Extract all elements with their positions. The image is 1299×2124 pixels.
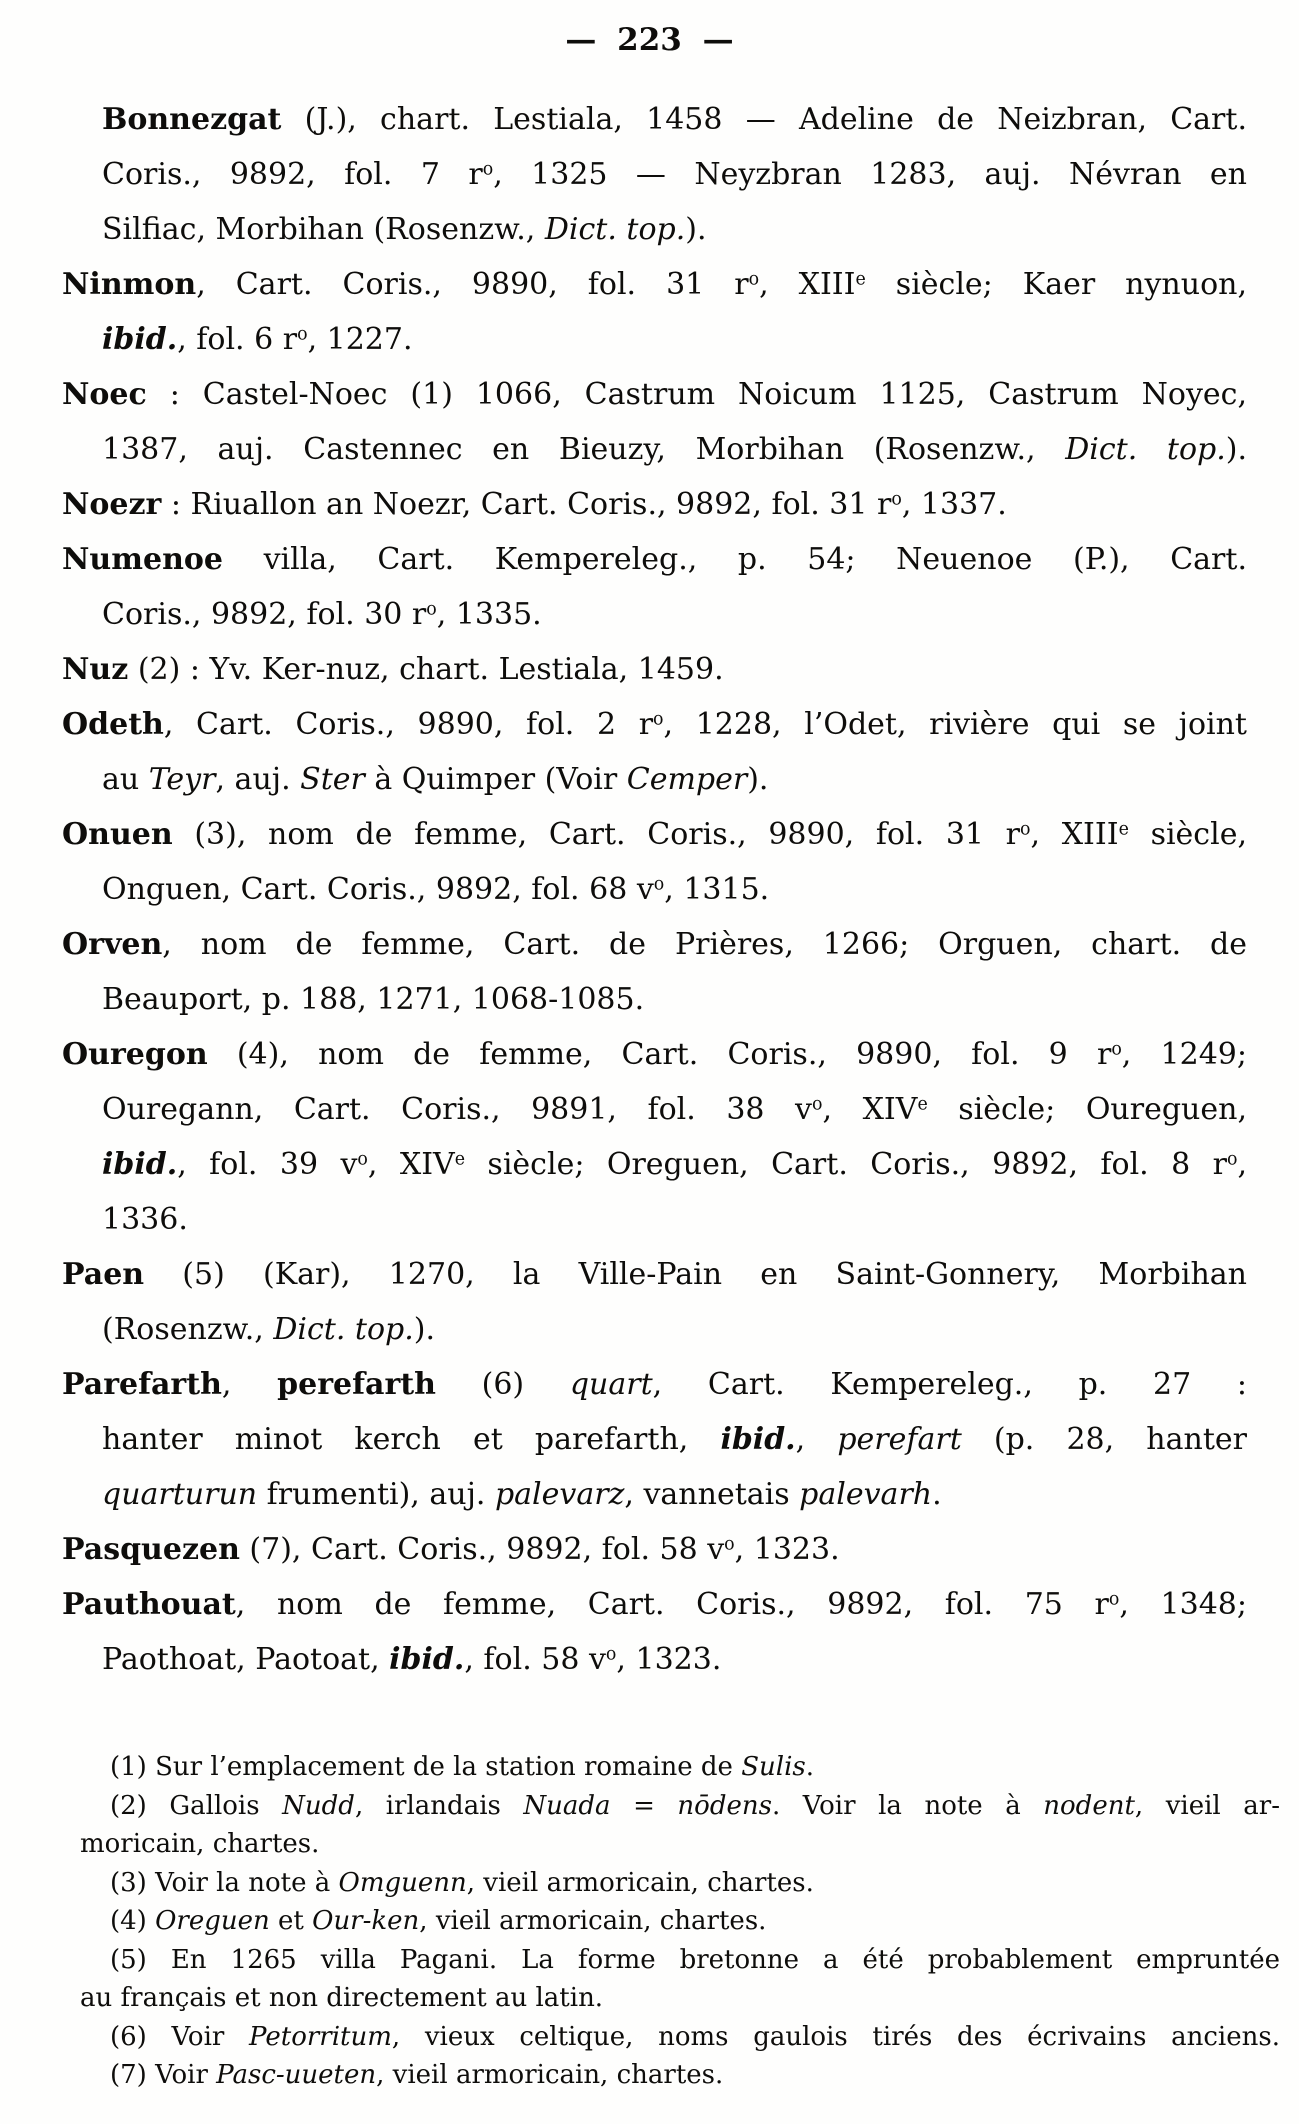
text-segment: , 1323. xyxy=(734,1532,840,1567)
headword: Ouregon xyxy=(62,1037,208,1072)
headword: Bonnezgat xyxy=(102,102,282,137)
text-segment: o xyxy=(748,269,760,290)
headword: Odeth xyxy=(62,707,164,742)
text-segment: e xyxy=(454,1149,466,1170)
footnote-line xyxy=(80,1864,1280,1903)
text-segment: Nuada xyxy=(523,1790,611,1821)
entry-line xyxy=(62,367,1247,422)
text-segment: palevarz xyxy=(494,1477,625,1512)
text-segment: , XIII xyxy=(759,267,856,302)
text-segment: Nudd xyxy=(282,1790,355,1821)
text-segment: o xyxy=(1020,819,1031,840)
entry-line xyxy=(62,587,1247,642)
text-segment: e xyxy=(917,1094,928,1115)
text-segment: hanter minot kerch et parefarth, xyxy=(102,1422,721,1457)
entry-line xyxy=(62,642,1247,697)
text-segment: , vieil armoricain, chartes. xyxy=(419,1906,767,1936)
headword: Numenoe xyxy=(62,542,223,577)
entry-line xyxy=(62,1247,1247,1302)
text-segment: Sulis xyxy=(741,1752,806,1782)
text-segment: e xyxy=(855,269,866,290)
footnote-line xyxy=(80,2056,1280,2095)
text-segment: (6) xyxy=(435,1367,570,1402)
text-segment: (3) Voir la note à xyxy=(110,1867,339,1898)
text-segment: , 1323. xyxy=(616,1642,722,1677)
text-segment: , 1335. xyxy=(436,597,542,632)
entry-line xyxy=(62,1027,1247,1082)
text-segment: au français et non directement au latin. xyxy=(80,1983,604,2013)
text-segment: Teyr xyxy=(148,762,216,797)
footnotes-block xyxy=(80,1748,1280,2095)
entry-line xyxy=(62,697,1247,752)
dictionary-entries xyxy=(62,92,1247,1687)
text-segment: siècle, xyxy=(1128,817,1247,852)
text-segment: , irlandais xyxy=(354,1790,524,1821)
text-segment: nodent xyxy=(1043,1790,1135,1821)
text-segment: (2) Gallois xyxy=(110,1790,283,1821)
text-segment: 1387, auj. Castennec en Bieuzy, Morbihan (Rosenzw., xyxy=(102,432,1066,467)
text-segment: (7) Voir xyxy=(110,2060,217,2090)
text-segment: o xyxy=(812,1094,823,1115)
text-segment: (J.), chart. Lestiala, 1458 — Adeline de Neizbran, Cart. xyxy=(281,102,1247,137)
text-segment: Ster xyxy=(300,762,365,797)
text-segment: : Castel-Noec (1) 1066, Castrum Noicum 1125, Castrum Noyec, xyxy=(146,377,1247,412)
footnote-line xyxy=(80,1748,1280,1787)
text-segment: ibid. xyxy=(102,1147,178,1182)
text-segment: o xyxy=(1226,1149,1238,1170)
entry-line xyxy=(62,807,1247,862)
entry-line xyxy=(62,1082,1247,1137)
text-segment: villa, Cart. Kempereleg., p. 54; Neuenoe (P.), Cart. xyxy=(222,542,1247,577)
text-segment: (4) xyxy=(110,1906,156,1936)
text-segment: (7), Cart. Coris., 9892, fol. 58 v xyxy=(239,1532,725,1567)
text-segment: , vannetais xyxy=(624,1477,800,1512)
footnote-line xyxy=(80,1979,1280,2018)
entry-line xyxy=(62,202,1247,257)
text-segment: (6) Voir xyxy=(110,2021,250,2052)
text-segment: ibid. xyxy=(720,1422,796,1457)
headword: perefarth xyxy=(277,1367,436,1402)
entry-line xyxy=(62,1357,1247,1412)
footnote-line xyxy=(80,1825,1280,1864)
entry-line xyxy=(62,1522,1247,1577)
text-segment: (5) En 1265 villa Pagani. La forme bretonne a été probablement empruntée xyxy=(110,1944,1280,1975)
text-segment: o xyxy=(891,489,902,510)
text-segment: , vieil ar- xyxy=(1134,1790,1280,1821)
text-segment: Dict. top. xyxy=(1065,432,1226,467)
text-segment: Dict. top. xyxy=(544,212,686,247)
text-segment: , fol. 58 v xyxy=(464,1642,606,1677)
text-segment: , Cart. Coris., 9890, fol. 31 r xyxy=(196,267,749,302)
text-segment: frumenti), auj. xyxy=(257,1477,495,1512)
text-segment: ). xyxy=(685,212,707,247)
headword: Orven xyxy=(62,927,163,962)
entry-line xyxy=(62,1302,1247,1357)
entry-line xyxy=(62,257,1247,312)
entry-line xyxy=(62,1412,1247,1467)
text-segment: o xyxy=(1108,1589,1120,1610)
text-segment: , vieux celtique, noms gaulois tirés des écrivains anciens. xyxy=(391,2021,1280,2052)
text-segment: Coris., 9892, fol. 30 r xyxy=(102,597,427,632)
text-segment: Beauport, p. 188, 1271, 1068-1085. xyxy=(102,982,645,1017)
text-segment: , fol. 39 v xyxy=(177,1147,358,1182)
text-segment: , 1348; xyxy=(1119,1587,1247,1622)
text-segment: , 1249; xyxy=(1121,1037,1247,1072)
entry-line xyxy=(62,917,1247,972)
text-segment: ). xyxy=(747,762,769,797)
footnote-line xyxy=(80,2018,1280,2057)
text-segment: , xyxy=(221,1367,278,1402)
text-segment: à Quimper (Voir xyxy=(364,762,627,797)
text-segment: siècle; Kaer nynuon, xyxy=(865,267,1247,302)
text-segment: ibid. xyxy=(389,1642,465,1677)
text-segment: (4), nom de femme, Cart. Coris., 9890, fol. 9 r xyxy=(207,1037,1112,1072)
page-number: — 223 — xyxy=(565,22,734,58)
text-segment: Paothoat, Paotoat, xyxy=(102,1642,390,1677)
entry-line xyxy=(62,92,1247,147)
text-segment: siècle; Oureguen, xyxy=(927,1092,1247,1127)
text-segment: , 1227. xyxy=(307,322,413,357)
headword: Parefarth xyxy=(62,1367,222,1402)
text-segment: Petorritum xyxy=(249,2021,392,2052)
headword: Pasquezen xyxy=(62,1532,240,1567)
text-segment: et xyxy=(269,1906,313,1936)
entry-line xyxy=(62,532,1247,587)
headword: Ninmon xyxy=(62,267,197,302)
entry-line xyxy=(62,477,1247,532)
text-segment: Ouregann, Cart. Coris., 9891, fol. 38 v xyxy=(102,1092,813,1127)
entry-line xyxy=(62,1577,1247,1632)
text-segment: o xyxy=(1111,1039,1122,1060)
entry-line xyxy=(62,1137,1247,1192)
text-segment: , 1325 — Neyzbran 1283, auj. Névran en xyxy=(493,157,1248,192)
text-segment: , 1337. xyxy=(901,487,1007,522)
text-segment: , XIII xyxy=(1030,817,1119,852)
headword: Paen xyxy=(62,1257,145,1292)
text-segment: Omguenn xyxy=(338,1867,467,1898)
text-segment: o xyxy=(482,159,494,180)
text-segment: perefart xyxy=(837,1422,962,1457)
text-segment: : Riuallon an Noezr, Cart. Coris., 9892, fol. 31 r xyxy=(161,487,892,522)
text-segment: palevarh xyxy=(799,1477,933,1512)
text-segment: , nom de femme, Cart. de Prières, 1266; Orguen, chart. de xyxy=(162,927,1247,962)
text-segment: , 1315. xyxy=(664,872,770,907)
text-segment: o xyxy=(653,709,664,730)
text-segment: (3), nom de femme, Cart. Coris., 9890, fol. 31 r xyxy=(172,817,1021,852)
text-segment: (2) : Yv. Ker-nuz, chart. Lestiala, 1459. xyxy=(128,652,724,687)
text-segment: . xyxy=(932,1477,942,1512)
entry-line xyxy=(62,972,1247,1027)
text-segment: , nom de femme, Cart. Coris., 9892, fol. 75 r xyxy=(235,1587,1109,1622)
headword: Noec xyxy=(62,377,147,412)
headword: Nuz xyxy=(62,652,129,687)
footnote-line xyxy=(80,1787,1280,1826)
entry-line xyxy=(62,1192,1247,1247)
text-segment: , XIV xyxy=(822,1092,918,1127)
entry-line xyxy=(62,312,1247,367)
text-segment: Pasc-uueten xyxy=(216,2060,377,2090)
text-segment: , auj. xyxy=(215,762,301,797)
text-segment: (5) (Kar), 1270, la Ville-Pain en Saint-Gonnery, Morbihan xyxy=(144,1257,1247,1292)
headword: Noezr xyxy=(62,487,162,522)
text-segment: ibid. xyxy=(102,322,178,357)
entry-line xyxy=(62,752,1247,807)
text-segment: 1336. xyxy=(102,1202,188,1237)
text-segment: Dict. top. xyxy=(273,1312,414,1347)
text-segment: nōdens xyxy=(677,1790,772,1821)
text-segment: moricain, chartes. xyxy=(80,1829,320,1859)
text-segment: o xyxy=(724,1534,735,1555)
headword: Onuen xyxy=(62,817,173,852)
footnote-line xyxy=(80,1941,1280,1980)
text-segment: , vieil armoricain, chartes. xyxy=(466,1867,814,1898)
text-segment: o xyxy=(297,324,308,345)
text-segment: , xyxy=(795,1422,838,1457)
text-segment: . Voir la note à xyxy=(771,1790,1044,1821)
text-segment: Onguen, Cart. Coris., 9892, fol. 68 v xyxy=(102,872,654,907)
entry-line xyxy=(62,1467,1247,1522)
text-segment: , xyxy=(1237,1147,1247,1182)
text-segment: o xyxy=(426,599,437,620)
text-segment: , Cart. Coris., 9890, fol. 2 r xyxy=(163,707,654,742)
text-segment: quart xyxy=(569,1367,653,1402)
text-segment: quarturun xyxy=(102,1477,258,1512)
text-segment: Our-ken xyxy=(312,1906,420,1936)
entry-line xyxy=(62,422,1247,477)
footnote-line xyxy=(80,1902,1280,1941)
text-segment: o xyxy=(605,1644,617,1665)
text-segment: , vieil armoricain, chartes. xyxy=(376,2060,724,2090)
text-segment: Silfiac, Morbihan (Rosenzw., xyxy=(102,212,545,247)
text-segment: . xyxy=(805,1752,815,1782)
text-segment: = xyxy=(610,1790,678,1821)
text-segment: o xyxy=(653,874,665,895)
text-segment: siècle; Oreguen, Cart. Coris., 9892, fol. 8 r xyxy=(465,1147,1227,1182)
text-segment: e xyxy=(1118,819,1129,840)
text-segment: , fol. 6 r xyxy=(177,322,298,357)
text-segment: o xyxy=(357,1149,368,1170)
text-segment: , 1228, l’Odet, rivière qui se joint xyxy=(663,707,1247,742)
text-segment: (p. 28, hanter xyxy=(961,1422,1247,1457)
text-segment: Coris., 9892, fol. 7 r xyxy=(102,157,483,192)
entry-line xyxy=(62,862,1247,917)
entry-line xyxy=(62,1632,1247,1687)
text-segment: Oreguen xyxy=(155,1906,270,1936)
headword: Pauthouat xyxy=(62,1587,236,1622)
text-segment: (Rosenzw., xyxy=(102,1312,274,1347)
text-segment: Cemper xyxy=(626,762,748,797)
text-segment: , Cart. Kempereleg., p. 27 : xyxy=(652,1367,1247,1402)
text-segment: , XIV xyxy=(367,1147,455,1182)
text-segment: ). xyxy=(1225,432,1247,467)
text-segment: ). xyxy=(413,1312,436,1347)
entry-line xyxy=(62,147,1247,202)
text-segment: au xyxy=(102,762,149,797)
text-segment: (1) Sur l’emplacement de la station romaine de xyxy=(110,1752,742,1782)
